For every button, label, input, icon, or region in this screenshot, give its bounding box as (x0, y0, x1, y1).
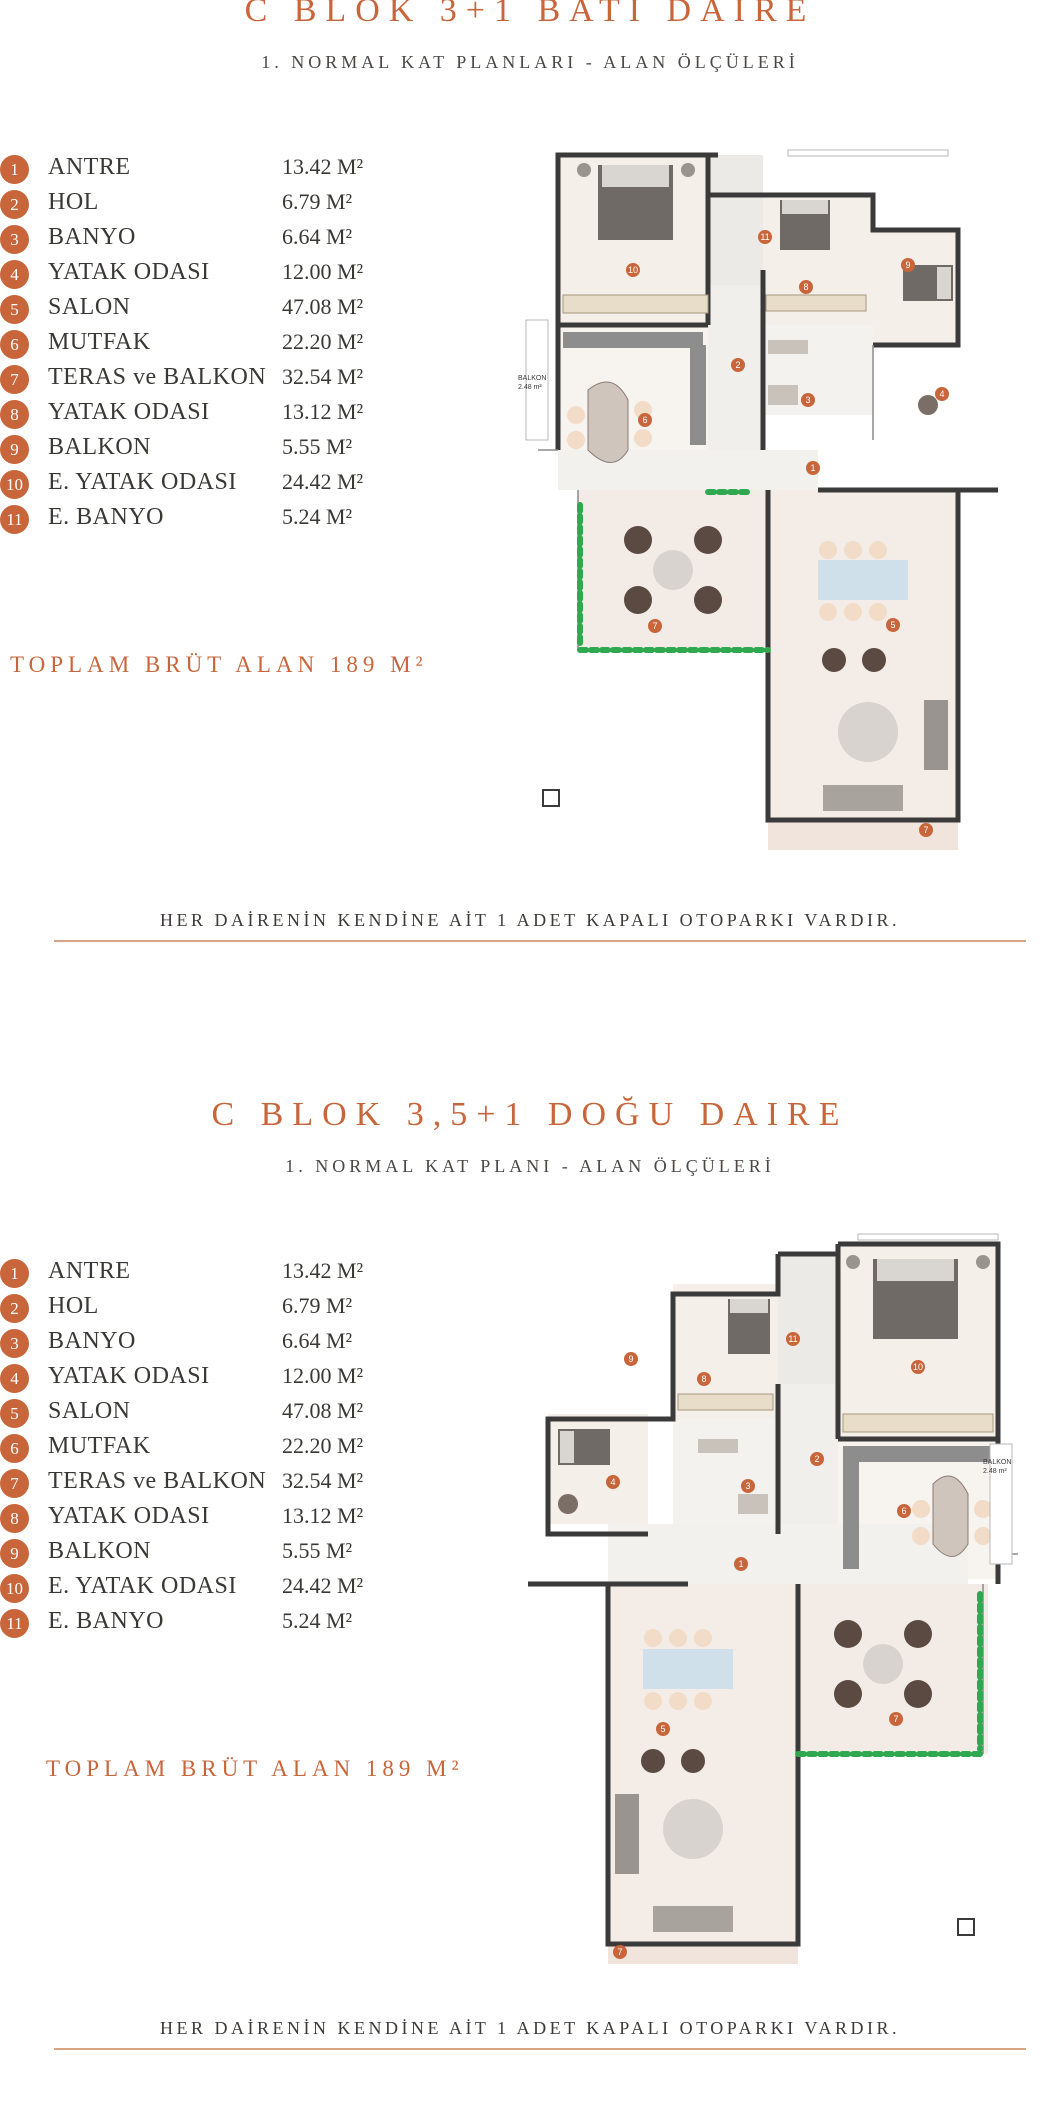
svg-text:2.48 m²: 2.48 m² (983, 1468, 1007, 1475)
svg-text:3: 3 (805, 395, 811, 405)
room-number-badge: 5 (0, 1399, 29, 1428)
floor-plan-east (528, 1224, 1018, 1964)
room-name: E. BANYO (48, 504, 164, 530)
apartment-section-east (0, 1096, 1060, 2128)
svg-text:7: 7 (893, 1714, 899, 1724)
svg-text:11: 11 (788, 1334, 798, 1344)
room-name: ANTRE (48, 1258, 131, 1284)
room-name: E. YATAK ODASI (48, 1573, 237, 1599)
section-subtitle: 1. NORMAL KAT PLANLARI - ALAN ÖLÇÜLERİ (261, 52, 799, 72)
room-number-badge: 4 (0, 1364, 29, 1393)
svg-text:8: 8 (803, 282, 809, 292)
room-area: 12.00 M² (282, 259, 364, 284)
svg-text:8: 8 (701, 1374, 707, 1384)
room-number-badge: 4 (0, 260, 29, 289)
room-number-badge: 9 (0, 435, 29, 464)
legend-item (0, 257, 520, 292)
section-title: C BLOK 3+1 BATI DAIRE (244, 0, 816, 29)
room-name: YATAK ODASI (48, 259, 210, 285)
room-number-badge: 1 (0, 155, 29, 184)
svg-text:2.48 m²: 2.48 m² (518, 384, 542, 391)
total-gross-area: TOPLAM BRÜT ALAN 189 M² (46, 1756, 464, 1781)
legend-item (0, 362, 520, 397)
svg-text:7: 7 (617, 1947, 623, 1957)
room-area: 6.64 M² (282, 1328, 353, 1353)
svg-text:10: 10 (627, 265, 639, 275)
svg-text:7: 7 (923, 825, 929, 835)
svg-text:7: 7 (652, 621, 658, 631)
legend-item (0, 467, 520, 502)
svg-text:BALKON: BALKON (518, 375, 547, 382)
room-name: MUTFAK (48, 329, 151, 355)
parking-note: HER DAİRENİN KENDİNE AİT 1 ADET KAPALI OTOPARKI VARDIR. (159, 2018, 901, 2038)
room-area: 24.42 M² (282, 1573, 364, 1598)
parking-note: HER DAİRENİN KENDİNE AİT 1 ADET KAPALI OTOPARKI VARDIR. (159, 910, 901, 930)
section-title: C BLOK 3,5+1 DOĞU DAIRE (211, 1096, 849, 1133)
room-number-badge: 11 (0, 505, 29, 534)
apartment-section-west (0, 0, 1060, 1024)
room-number-badge: 1 (0, 1259, 29, 1288)
room-number-badge: 3 (0, 1329, 29, 1358)
room-name: TERAS ve BALKON (48, 1468, 267, 1494)
room-area: 13.42 M² (282, 154, 364, 179)
svg-text:9: 9 (905, 260, 911, 270)
section-subtitle: 1. NORMAL KAT PLANI - ALAN ÖLÇÜLERİ (285, 1156, 775, 1176)
legend-item (0, 1326, 520, 1361)
room-number-badge: 7 (0, 365, 29, 394)
legend-item (0, 502, 520, 537)
room-number-badge: 9 (0, 1539, 29, 1568)
legend-item (0, 1361, 520, 1396)
legend-item (0, 1606, 520, 1641)
room-number-badge: 8 (0, 1504, 29, 1533)
legend-item (0, 1291, 520, 1326)
floor-plan-west (518, 140, 998, 850)
legend-item (0, 1501, 520, 1536)
legend-item (0, 1396, 520, 1431)
room-name: ANTRE (48, 154, 131, 180)
room-number-badge: 10 (0, 1574, 29, 1603)
room-area: 22.20 M² (282, 1433, 364, 1458)
room-area: 13.12 M² (282, 1503, 364, 1528)
svg-text:3: 3 (745, 1481, 751, 1491)
svg-text:9: 9 (628, 1354, 634, 1364)
legend-item (0, 152, 520, 187)
legend-item (0, 1571, 520, 1606)
floor-plan-drawing (518, 140, 998, 850)
floor-plan-drawing (528, 1224, 1018, 1964)
svg-text:BALKON: BALKON (983, 1459, 1012, 1466)
room-area: 12.00 M² (282, 1363, 364, 1388)
legend-item (0, 1536, 520, 1571)
svg-text:1: 1 (738, 1559, 744, 1569)
room-name: BANYO (48, 1328, 136, 1354)
room-area: 5.55 M² (282, 1538, 353, 1563)
legend-item (0, 1466, 520, 1501)
room-area: 6.64 M² (282, 224, 353, 249)
room-area: 22.20 M² (282, 329, 364, 354)
room-name: HOL (48, 1293, 99, 1319)
divider (54, 940, 1026, 942)
legend-item (0, 327, 520, 362)
room-area: 5.24 M² (282, 504, 353, 529)
svg-text:11: 11 (760, 232, 770, 242)
room-name: BALKON (48, 434, 151, 460)
room-name: YATAK ODASI (48, 1363, 210, 1389)
room-area: 5.55 M² (282, 434, 353, 459)
room-name: MUTFAK (48, 1433, 151, 1459)
room-number-badge: 5 (0, 295, 29, 324)
svg-text:5: 5 (890, 620, 896, 630)
room-number-badge: 8 (0, 400, 29, 429)
room-area: 47.08 M² (282, 294, 364, 319)
legend-item (0, 432, 520, 467)
room-name: E. BANYO (48, 1608, 164, 1634)
svg-text:6: 6 (901, 1506, 907, 1516)
total-gross-area: TOPLAM BRÜT ALAN 189 M² (10, 652, 428, 677)
legend-item (0, 187, 520, 222)
room-area: 32.54 M² (282, 364, 364, 389)
room-area: 6.79 M² (282, 1293, 353, 1318)
room-name: BANYO (48, 224, 136, 250)
legend-item (0, 1431, 520, 1466)
room-name: BALKON (48, 1538, 151, 1564)
room-name: SALON (48, 1398, 131, 1424)
room-number-badge: 3 (0, 225, 29, 254)
room-number-badge: 11 (0, 1609, 29, 1638)
legend-item (0, 397, 520, 432)
svg-text:10: 10 (912, 1362, 924, 1372)
divider (54, 2048, 1026, 2050)
room-name: YATAK ODASI (48, 1503, 210, 1529)
room-number-badge: 6 (0, 330, 29, 359)
room-name: E. YATAK ODASI (48, 469, 237, 495)
legend-item (0, 1256, 520, 1291)
room-area: 5.24 M² (282, 1608, 353, 1633)
room-name: YATAK ODASI (48, 399, 210, 425)
svg-text:4: 4 (939, 389, 945, 399)
room-area: 13.42 M² (282, 1258, 364, 1283)
room-number-badge: 10 (0, 470, 29, 499)
legend-item (0, 292, 520, 327)
room-number-badge: 2 (0, 1294, 29, 1323)
room-number-badge: 7 (0, 1469, 29, 1498)
svg-text:1: 1 (810, 463, 816, 473)
room-number-badge: 6 (0, 1434, 29, 1463)
room-area: 6.79 M² (282, 189, 353, 214)
legend-item (0, 222, 520, 257)
room-area: 24.42 M² (282, 469, 364, 494)
room-area: 13.12 M² (282, 399, 364, 424)
room-name: TERAS ve BALKON (48, 364, 267, 390)
room-number-badge: 2 (0, 190, 29, 219)
room-name: SALON (48, 294, 131, 320)
svg-text:5: 5 (660, 1724, 666, 1734)
svg-text:2: 2 (814, 1454, 820, 1464)
room-area: 47.08 M² (282, 1398, 364, 1423)
room-area: 32.54 M² (282, 1468, 364, 1493)
svg-text:6: 6 (642, 415, 648, 425)
svg-text:2: 2 (735, 360, 741, 370)
room-name: HOL (48, 189, 99, 215)
svg-text:4: 4 (610, 1477, 616, 1487)
